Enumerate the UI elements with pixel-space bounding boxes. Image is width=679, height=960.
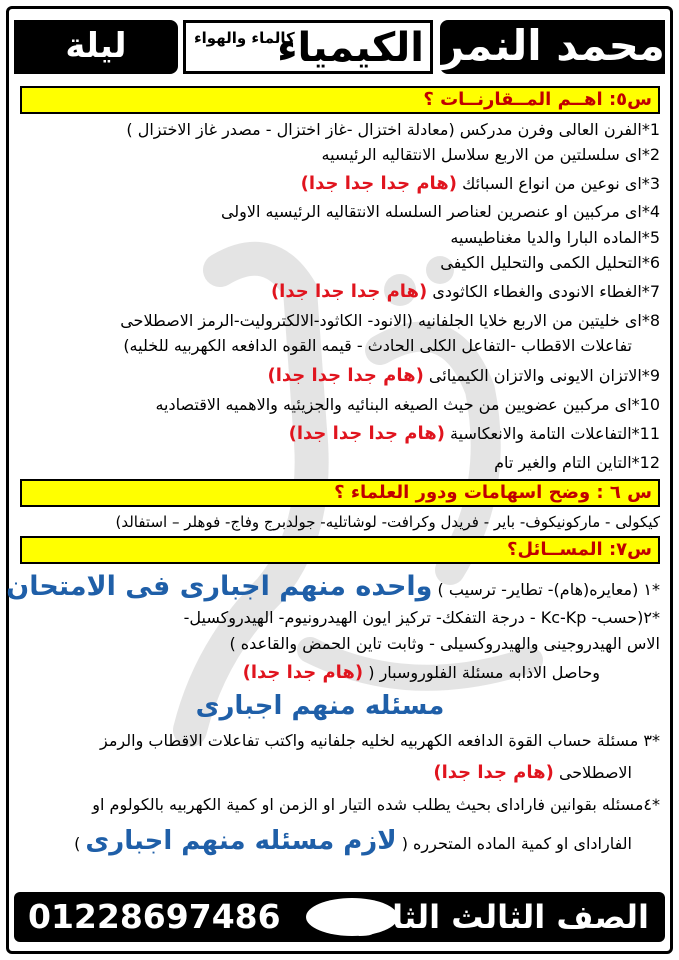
required-note: مسئله منهم اجبارى [195,691,445,721]
exam-night-label: ليلة [14,20,178,74]
q5-item-10: 10*اى مركبين عضويين من حيث الصيغه البنائيه والجزيئيه والاهميه الاقتصاديه [155,395,660,414]
page-footer [14,892,665,942]
importance-tag: (هام جدا جدا جدا) [288,423,445,444]
q5-item-5: 5*الماده البارا والديا مغناطيسيه [450,228,660,247]
q5-item-9-text: 9*الاتزان الايونى والاتزان الكيميائى [428,366,660,385]
q5-item-7-text: 7*الغطاء الانودى والغطاء الكاثودى [432,282,660,301]
q7-line-6 [20,761,660,785]
q5-item-11-text: 11*التفاعلات التامة والانعكاسية [450,424,660,443]
q5-item-6: 6*التحليل الكمى والتحليل الكيفى [440,253,660,272]
importance-tag: (هام جدا جدا) [242,662,364,683]
q5-heading: س٥: اهــم المــقارنــات ؟ [20,86,660,114]
q5-item-8: 8*اى خليتين من الاربع خلايا الجلفانيه (الانود- الكاثود-الالكتروليت-الرمز الاصطلاحى [120,311,660,330]
q7-line-8 [20,824,660,861]
q7-line-1 [6,571,660,606]
q6-heading: س ٦ : وضح اسهامات ودور العلماء ؟ [20,479,660,507]
q5-item-7 [20,280,660,304]
importance-tag: (هام جدا جدا جدا) [267,365,424,386]
q7-line-4-text: وحاصل الاذابه مسئلة الفلوروسبار ( [368,663,600,682]
required-note: واحده منهم اجبارى فى الامتحان [6,571,433,602]
q7-line-4 [20,661,660,685]
q7-required-banner [20,691,660,721]
q6-scientists: كيكولى - ماركونيكوف- باير - فريدل وكرافت- لوشاتليه- جولدبرج وفاج- فوهلر – استفالد) [115,513,660,531]
subject-box [183,20,433,74]
subject-slogan: كالماء والهواء [194,29,295,47]
q5-item-4: 4*اى مركبين او عنصرين لعناصر السلسله الانتقاليه الرئيسيه الاولى [220,202,660,221]
q7-heading: س٧: المســائل؟ [20,536,660,564]
grade-label: الصف الثالث الثانوى [330,898,649,936]
q7-line-8-text: الفاراداى او كمية الماده المتحرره ( [401,834,632,853]
q5-item-8-cont: تفاعلات الاقطاب -التفاعل الكلى الحادث - قيمه القوه الدافعه الكهربيه للخليه) [123,336,632,355]
q5-item-11 [20,422,660,446]
phone-number: 01228697486 [28,897,281,936]
importance-tag: (هام جدا جدا جدا) [300,173,457,194]
required-note: لازم مسئله منهم اجبارى [85,826,397,856]
q5-item-2: 2*اى سلسلتين من الاربع سلاسل الانتقاليه الرئيسيه [321,145,660,164]
q7-line-6-text: الاصطلاحى [558,763,632,782]
q7-line-3: الاس الهيدروجينى والهيدروكسيلى - وثابت تاين الحمض والقاعده ) [229,634,660,653]
q5-item-12: 12*التاين التام والغير تام [494,453,660,472]
subject-title: الكيمياء [277,25,424,71]
importance-tag: (هام جدا جدا) [433,762,554,783]
q7-line-2: *٢(حسب- Kc-Kp - درجة التفكك- تركيز ايون الهيدرونيوم- الهيدروكسيل- [183,608,660,627]
q5-item-3 [20,172,660,196]
q5-item-1: 1*الفرن العالى وفرن مدركس (معادلة اختزال -غاز اختزال - مصدر غاز الاختزال ) [126,120,660,139]
importance-tag: (هام جدا جدا جدا) [270,281,428,302]
q5-item-3-text: 3*اى نوعين من انواع السبائك [462,174,660,193]
q7-line-1-text: *١ (معايره(هام)- تطاير- ترسيب ) [437,580,660,599]
q7-line-7: *٤مسئله بقوانين فاراداى بحيث يطلب شده التيار او الزمن او كمية الكهربيه بالكولوم او [92,795,660,814]
q5-item-9 [20,364,660,388]
q7-line-5: *٣ مسئلة حساب القوة الدافعه الكهربيه لخليه جلفانيه واكتب تفاعلات الاقطاب والرمز [100,731,660,750]
page-header [14,18,665,74]
teacher-name: محمد النمر [440,20,665,74]
q7-line-8-close: ) [74,834,81,853]
